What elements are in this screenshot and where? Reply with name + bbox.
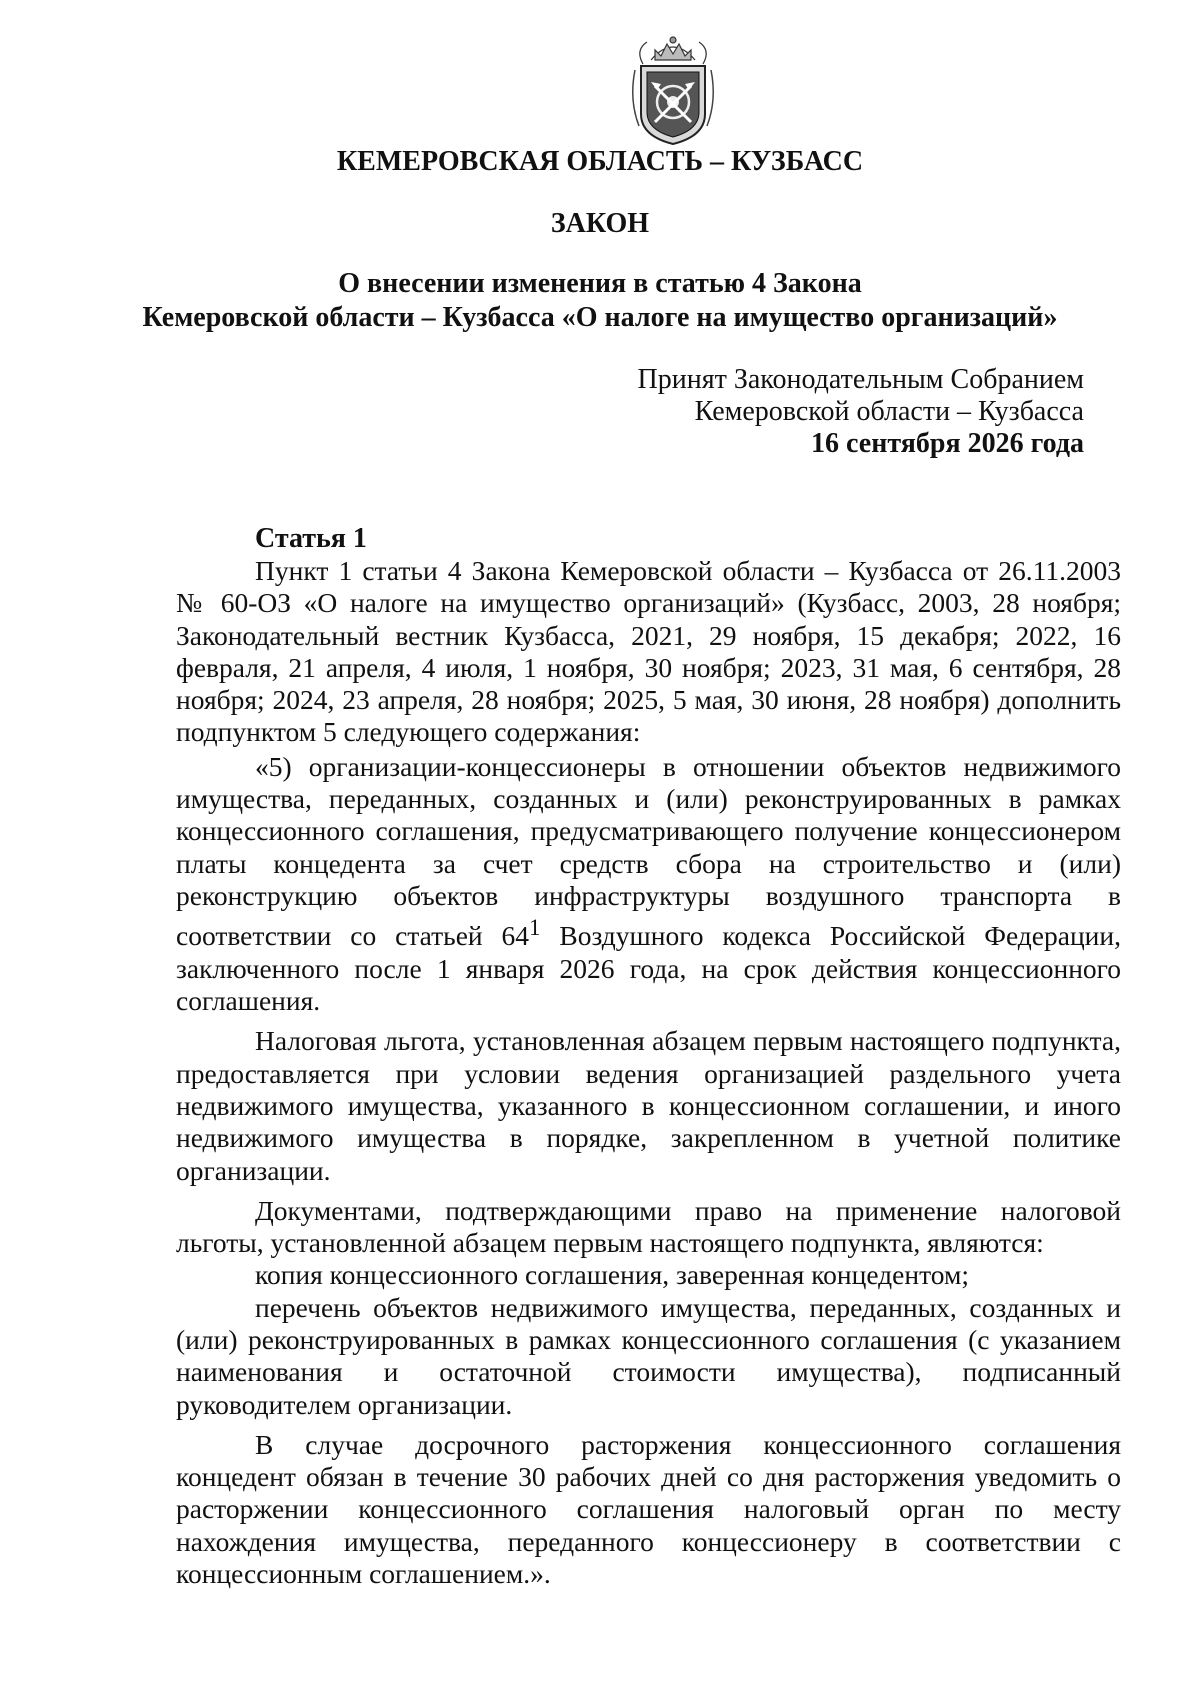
paragraph-text: Воздушного кодекса Российской Федерации, заключенного после 1 января 2026 года, на срок действия концессионного соглашения.	[176, 920, 1121, 1017]
region-name: КЕМЕРОВСКАЯ ОБЛАСТЬ – КУЗБАСС	[336, 146, 864, 177]
article-body	[176, 555, 1121, 1590]
paragraph: Налоговая льгота, установленная абзацем первым настоящего подпункта, предоставляется при условии ведения организацией раздельного учета недвижимого имущества, указанного в концессионном соглашении, и иного недвижимого имущества в порядке, закрепленном в учетной политике организации.	[176, 1025, 1121, 1186]
paragraph-text: «5) организации-концессионеры в отношении объектов недвижимого имущества, переданных, созданных и (или) реконструированных в рамках концессионного соглашения, предусматривающего получение концессионером платы концедента за счет средств сбора на строительство и (или) реконструкцию объектов инфраструктуры воздушного транспорта в соответствии со статьей 64	[176, 750, 1121, 952]
adoption-line2: Кемеровской области – Кузбасса	[694, 396, 1084, 427]
coat-of-arms-icon	[625, 30, 721, 148]
paragraph: Пункт 1 статьи 4 Закона Кемеровской области – Кузбасса от 26.11.2003 № 60-ОЗ «О налоге на имущество организаций» (Кузбасс, 2003, 28 ноября; Законодательный вестник Кузбасса, 2021, 29 ноября, 15 декабря; 2022, 16 февраля, 21 апреля, 4 июля, 1 ноября, 30 ноября; 2023, 31 мая, 6 сентября, 28 ноября; 2024, 23 апреля, 28 ноября; 2025, 5 мая, 30 июня, 28 ноября) дополнить подпунктом 5 следующего содержания:	[176, 555, 1121, 748]
law-title-line2: Кемеровской области – Кузбасса «О налоге на имущество организаций»	[142, 302, 1058, 333]
paragraph: Документами, подтверждающими право на применение налоговой льготы, установленной абзацем первым настоящего подпункта, являются:	[176, 1194, 1121, 1259]
paragraph: В случае досрочного расторжения концессионного соглашения концедент обязан в течение 30 рабочих дней со дня расторжения уведомить о расторжении концессионного соглашения налоговый орган по месту нахождения имущества, переданного концессионеру в соответствии с концессионным соглашением.».	[176, 1428, 1121, 1590]
adoption-date: 16 сентября 2026 года	[811, 428, 1084, 459]
adoption-line1: Принят Законодательным Собранием	[637, 364, 1084, 395]
law-title-line1: О внесении изменения в статью 4 Закона	[338, 268, 862, 299]
adoption-block	[638, 364, 1084, 460]
paragraph	[176, 751, 1121, 1018]
document-type: ЗАКОН	[550, 208, 650, 239]
paragraph: перечень объектов недвижимого имущества, переданных, созданных и (или) реконструированных в рамках концессионного соглашения (с указанием наименования и остаточной стоимости имущества), подписанный руководителем организации.	[176, 1291, 1121, 1420]
paragraph: копия концессионного соглашения, заверенная концедентом;	[255, 1259, 970, 1291]
article-heading: Статья 1	[255, 523, 367, 554]
superscript: 1	[529, 915, 541, 941]
